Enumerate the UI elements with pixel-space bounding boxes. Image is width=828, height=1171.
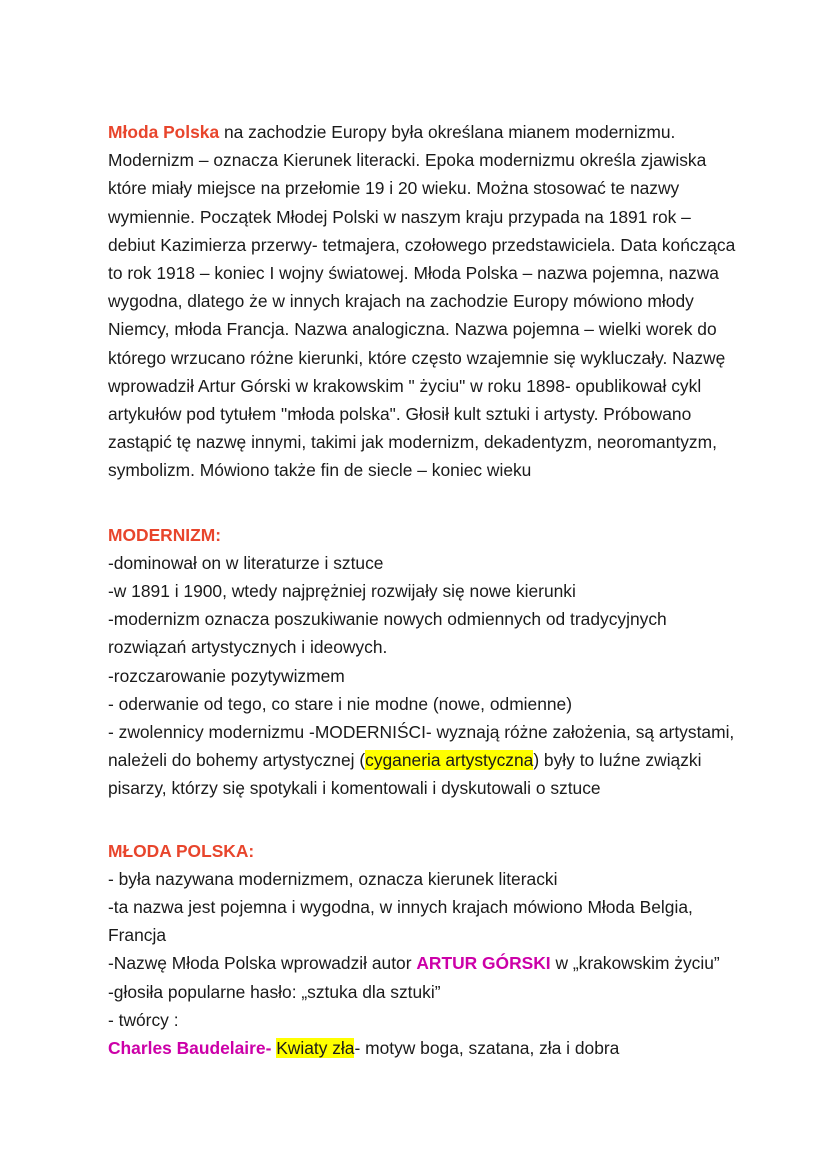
modernizm-line-3: -modernizm oznacza poszukiwanie nowych odmiennych od tradycyjnych rozwiązań artystycznych i ideowych. (108, 609, 667, 658)
mloda-polska-line-3 (108, 949, 736, 977)
mloda-polska-line-6-rest: - motyw boga, szatana, zła i dobra (354, 1038, 620, 1059)
mloda-polska-body (108, 865, 736, 1062)
intro-body-text: na zachodzie Europy była określana mianem modernizmu. Modernizm – oznacza Kierunek literacki. Epoka modernizmu określa zjawiska które miały miejsce na przełomie 19 i 20 wieku. Można stosować te nazwy wymiennie. Początek Młodej Polski w naszym kraju przypada na 1891 rok – debiut Kazimierza przerwy- tetmajera, czołowego przedstawiciela. Data kończąca to rok 1918 – koniec I wojny światowej. Młoda Polska – nazwa pojemna, nazwa wygodna, dlatego że w innych krajach na zachodzie Europy mówiono młody Niemcy, młoda Francja. Nazwa analogiczna. Nazwa pojemna – wielki worek do którego wrzucano różne kierunki, które często wzajemnie się wykluczały. Nazwę wprowadził Artur Górski w krakowskim " życiu" w roku 1898- opublikował cykl artykułów pod tytułem "młoda polska". Głosił kult sztuki i artysty. Próbowano zastąpić tę nazwę innymi, takimi jak modernizm, dekadentyzm, neoromantyzm, symbolizm. Mówiono także fin de siecle – koniec wieku (108, 122, 736, 481)
author-name-charles-baudelaire: Charles Baudelaire (108, 1038, 266, 1059)
mloda-polska-line-4: -głosiła popularne hasło: „sztuka dla sztuki” (108, 981, 441, 1002)
intro-paragraph (108, 118, 736, 485)
mloda-polska-line-3-part-a: -Nazwę Młoda Polska wprowadził autor (108, 953, 417, 974)
mloda-polska-line-6-dash: - (265, 1038, 277, 1059)
modernizm-line-6-part-b: ) były to luźne związki pisarzy, którzy się spotykali i komentowali i dyskutowali o sztuce (108, 750, 702, 799)
section-modernizm (108, 521, 736, 803)
modernizm-line-1: -dominował on w literaturze i sztuce (108, 552, 384, 573)
mloda-polska-line-2: -ta nazwa jest pojemna i wygodna, w innych krajach mówiono Młoda Belgia, Francja (108, 897, 693, 946)
modernizm-line-2: -w 1891 i 1900, wtedy najprężniej rozwijały się nowe kierunki (108, 581, 576, 602)
author-name-artur-gorski: ARTUR GÓRSKI (416, 953, 551, 974)
intro-lead-term: Młoda Polska (108, 122, 220, 142)
modernizm-line-6 (108, 718, 736, 803)
mloda-polska-line-6 (108, 1034, 736, 1062)
mloda-polska-line-1: - była nazywana modernizmem, oznacza kierunek literacki (108, 868, 558, 889)
modernizm-line-5: - oderwanie od tego, co stare i nie modne (nowe, odmienne) (108, 693, 573, 714)
modernizm-heading: MODERNIZM: (108, 524, 222, 545)
mloda-polska-line-5: - twórcy : (108, 1009, 179, 1030)
work-title-highlight-kwiaty-zla: Kwiaty zła (276, 1038, 355, 1059)
modernizm-highlight-cyganeria: cyganeria artystyczna (365, 750, 534, 771)
mloda-polska-line-3-part-b: w „krakowskim życiu” (550, 953, 720, 974)
modernizm-line-6-part-a: - zwolennicy modernizmu -MODERNIŚCI- wyznają różne założenia, są artystami, należeli do bohemy artystycznej ( (108, 722, 735, 771)
modernizm-body (108, 549, 736, 803)
mloda-polska-heading: MŁODA POLSKA: (108, 840, 255, 861)
modernizm-line-4: -rozczarowanie pozytywizmem (108, 665, 345, 686)
section-mloda-polska (108, 837, 736, 1063)
